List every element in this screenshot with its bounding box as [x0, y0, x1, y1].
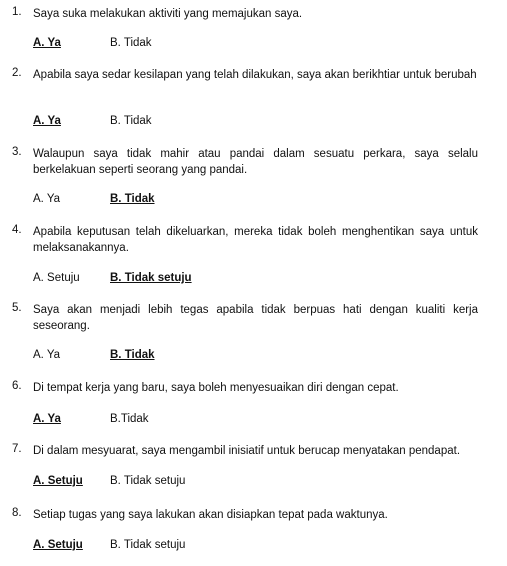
question-number: 3.: [12, 146, 22, 158]
option-a[interactable]: A. Ya: [33, 413, 61, 425]
question-number: 6.: [12, 380, 22, 392]
question-text: Apabila keputusan telah dikeluarkan, mereka tidak boleh menghentikan saya untuk melaksanakannya.: [33, 226, 478, 254]
question-text: Saya akan menjadi lebih tegas apabila tidak berpuas hati dengan kualiti kerja seseorang.: [33, 304, 478, 332]
option-a[interactable]: A. Ya: [33, 349, 61, 361]
option-a[interactable]: A. Setuju: [33, 272, 80, 284]
question-8: [12, 507, 478, 551]
question-text: Saya suka melakukan aktiviti yang memajukan saya.: [33, 8, 303, 20]
option-b[interactable]: B. Tidak: [110, 349, 155, 361]
question-number: 2.: [12, 67, 22, 79]
question-text: Di tempat kerja yang baru, saya boleh menyesuaikan diri dengan cepat.: [33, 382, 399, 394]
question-3: [12, 146, 478, 205]
option-b[interactable]: B. Tidak: [110, 37, 152, 49]
question-number: 5.: [12, 302, 22, 314]
question-number: 8.: [12, 507, 22, 519]
option-a[interactable]: A. Ya: [33, 37, 61, 49]
question-1: [12, 6, 478, 49]
question-7: [12, 443, 478, 487]
question-number: 7.: [12, 443, 22, 455]
option-b[interactable]: B. Tidak setuju: [110, 272, 192, 284]
question-number: 1.: [12, 6, 22, 18]
question-6: [12, 380, 478, 425]
question-text: Walaupun saya tidak mahir atau pandai dalam sesuatu perkara, saya selalu berkelakuan seperti seorang yang pandai.: [33, 148, 478, 176]
question-5: [12, 302, 478, 361]
option-a[interactable]: A. Ya: [33, 193, 61, 205]
question-2: [12, 67, 478, 127]
option-b[interactable]: B. Tidak setuju: [110, 475, 186, 487]
question-4: [12, 224, 478, 284]
question-text: Apabila saya sedar kesilapan yang telah dilakukan, saya akan berikhtiar untuk berubah: [33, 69, 477, 81]
option-b[interactable]: B.Tidak: [110, 413, 149, 425]
option-b[interactable]: B. Tidak: [110, 115, 152, 127]
option-b[interactable]: B. Tidak setuju: [110, 539, 186, 551]
question-text: Setiap tugas yang saya lakukan akan disiapkan tepat pada waktunya.: [33, 509, 388, 521]
option-b[interactable]: B. Tidak: [110, 193, 155, 205]
option-a[interactable]: A. Ya: [33, 115, 61, 127]
option-a[interactable]: A. Setuju: [33, 539, 83, 551]
option-a[interactable]: A. Setuju: [33, 475, 83, 487]
question-number: 4.: [12, 224, 22, 236]
question-text: Di dalam mesyuarat, saya mengambil inisiatif untuk berucap menyatakan pendapat.: [33, 445, 461, 457]
